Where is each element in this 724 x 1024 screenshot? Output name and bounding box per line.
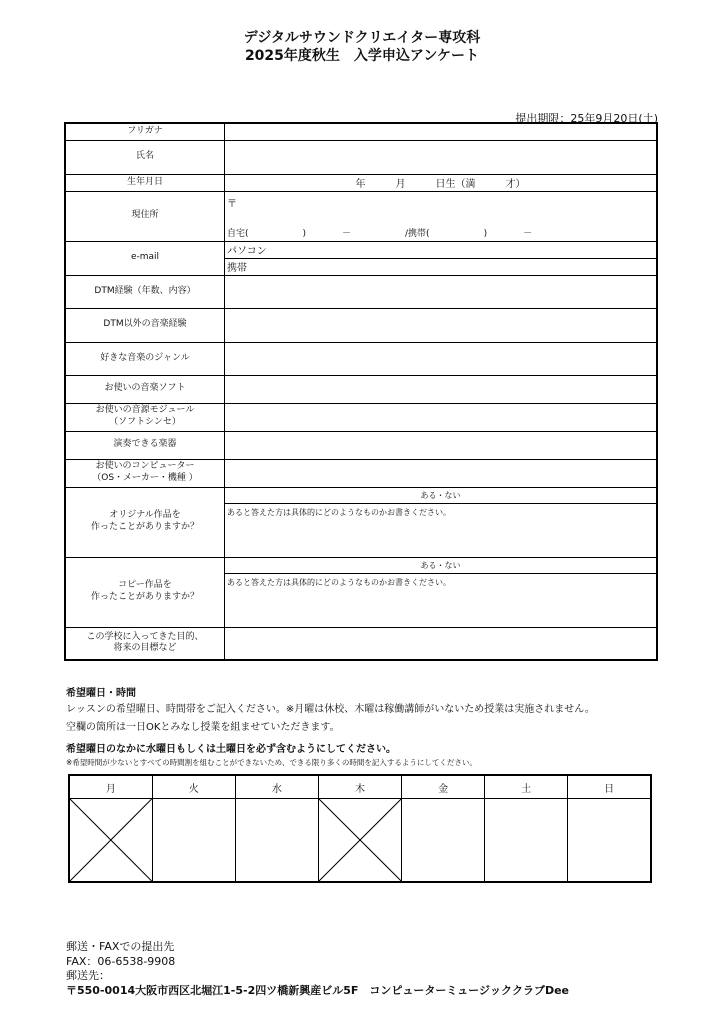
phone-line: 自宅( ) － /携帯( ) － xyxy=(227,228,533,239)
cross-icon xyxy=(319,799,401,881)
postal-mark: 〒 xyxy=(227,198,237,210)
mail-address: 〒550-0014大阪市西区北堀江1-5-2四ツ橋新興産ビル5F コンピューターミュージッククラブDee xyxy=(66,984,570,997)
furigana-label: フリガナ xyxy=(65,123,225,140)
music-experience-label: DTM以外の音楽経験 xyxy=(65,308,225,342)
email-label: e-mail xyxy=(65,241,225,275)
computer-field[interactable] xyxy=(225,459,658,487)
fri-cell[interactable] xyxy=(402,799,485,883)
genre-field[interactable] xyxy=(225,342,658,375)
schedule-table xyxy=(68,774,652,883)
day-thu: 木 xyxy=(318,775,401,799)
email-pc-field[interactable]: パソコン xyxy=(225,241,658,258)
copy-work-label: コピー作品を 作ったことがありますか？ xyxy=(65,557,225,627)
genre-label: 好きな音楽のジャンル xyxy=(65,342,225,375)
sun-cell[interactable] xyxy=(568,799,651,883)
form-title: デジタルサウンドクリエイター専攻科 xyxy=(243,30,481,46)
day-tue: 火 xyxy=(152,775,235,799)
instrument-label: 演奏できる楽器 xyxy=(65,431,225,459)
schedule-note-2: 空欄の箇所は一日OKとみなし授業を組ませていただきます。 xyxy=(66,722,340,733)
deadline: 提出期限：25年9月20日(土) xyxy=(515,112,658,125)
music-experience-field[interactable] xyxy=(225,308,658,342)
thu-closed-cell xyxy=(318,799,401,883)
sat-cell[interactable] xyxy=(485,799,568,883)
name-label: 氏名 xyxy=(65,140,225,174)
software-label: お使いの音楽ソフト xyxy=(65,375,225,403)
mon-closed-cell xyxy=(69,799,152,883)
day-sat: 土 xyxy=(485,775,568,799)
tue-cell[interactable] xyxy=(152,799,235,883)
purpose-label: この学校に入ってきた目的、 将来の目標など xyxy=(65,627,225,660)
day-sun: 日 xyxy=(568,775,651,799)
day-mon: 月 xyxy=(69,775,152,799)
dtm-experience-label: DTM経験（年数、内容） xyxy=(65,275,225,308)
email-mobile-field[interactable]: 携帯 xyxy=(225,258,658,275)
submission-heading: 郵送・FAXでの提出先 xyxy=(66,940,175,953)
schedule-emphasis: 希望曜日のなかに水曜日もしくは土曜日を必ず含むようにしてください。 xyxy=(66,744,396,755)
wed-cell[interactable] xyxy=(235,799,318,883)
fax-number: FAX：06-6538-9908 xyxy=(66,955,176,968)
sound-module-label: お使いの音源モジュール （ソフトシンセ） xyxy=(65,403,225,431)
address-label: 現住所 xyxy=(65,191,225,241)
purpose-field[interactable] xyxy=(225,627,658,660)
copy-detail-field[interactable]: あると答えた方は具体的にどのようなものかお書きください。 xyxy=(225,573,658,627)
original-yes-no[interactable]: ある・ない xyxy=(225,487,658,503)
name-field[interactable] xyxy=(225,140,658,174)
day-fri: 金 xyxy=(402,775,485,799)
computer-label: お使いのコンピューター （OS・メーカー・機種 ） xyxy=(65,459,225,487)
schedule-title: 希望曜日・時間 xyxy=(66,688,136,699)
instrument-field[interactable] xyxy=(225,431,658,459)
dtm-experience-field[interactable] xyxy=(225,275,658,308)
schedule-small-note: ※希望時間が少ないとすべての時間割を組むことができないため、できる限り多くの時間を記入するようにしてください。 xyxy=(66,758,477,767)
address-field[interactable] xyxy=(225,191,658,241)
schedule-note-1: レッスンの希望曜日、時間帯をご記入ください。※月曜は休校、木曜は稼働講師がいないため授業は実施されません。 xyxy=(66,704,595,715)
day-wed: 水 xyxy=(235,775,318,799)
software-field[interactable] xyxy=(225,375,658,403)
cross-icon xyxy=(70,799,152,881)
birthdate-label: 生年月日 xyxy=(65,174,225,191)
form-subtitle: 2025年度秋生 入学申込アンケート xyxy=(244,48,480,64)
application-form xyxy=(64,122,658,661)
furigana-field[interactable] xyxy=(225,123,658,140)
original-work-label: オリジナル作品を 作ったことがありますか？ xyxy=(65,487,225,557)
copy-yes-no[interactable]: ある・ない xyxy=(225,557,658,573)
sound-module-field[interactable] xyxy=(225,403,658,431)
birthdate-field[interactable]: 年 月 日生（満 才） xyxy=(225,174,658,191)
mail-label: 郵送先： xyxy=(66,969,110,982)
original-detail-field[interactable]: あると答えた方は具体的にどのようなものかお書きください。 xyxy=(225,503,658,557)
